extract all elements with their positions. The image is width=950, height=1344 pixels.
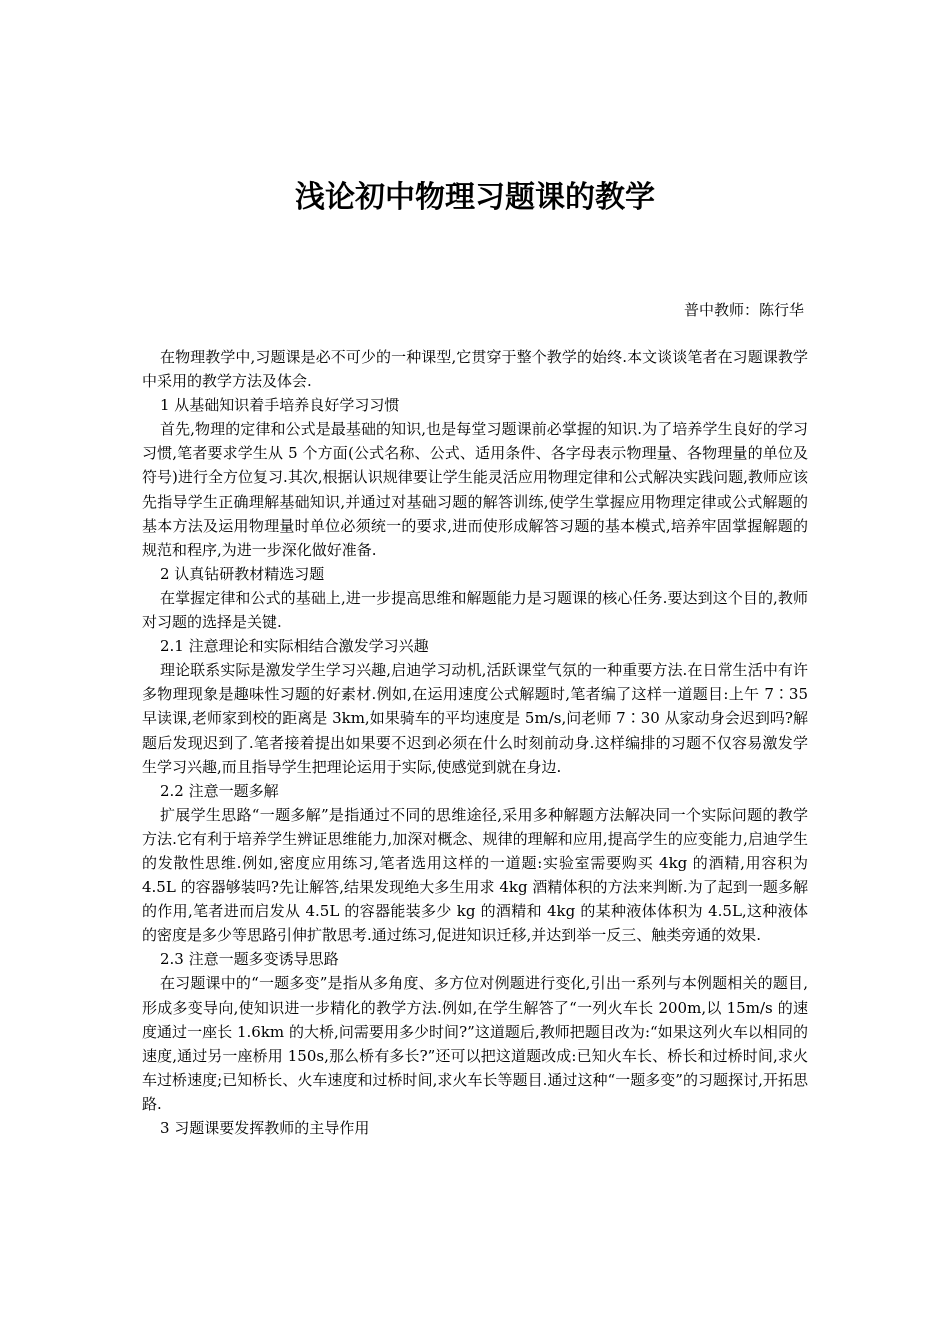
document-title: 浅论初中物理习题课的教学: [295, 180, 655, 215]
document-body: [142, 345, 808, 1140]
section-heading-2-1: 2.1 注意理论和实际相结合激发学习兴趣: [160, 637, 429, 656]
author-line: 普中教师：陈行华: [683, 301, 804, 319]
paragraph-section-2: 在掌握定律和公式的基础上,进一步提高思维和解题能力是习题课的核心任务.要达到这个目的,教师对习题的选择是关键.: [142, 588, 808, 632]
section-heading-2-3: 2.3 注意一题多变诱导思路: [160, 950, 339, 969]
paragraph-section-2-2: 扩展学生思路“一题多解”是指通过不同的思维途径,采用多种解题方法解决同一个实际问题的教学方法.它有利于培养学生辨证思维能力,加深对概念、规律的理解和应用,提高学生的应变能力,启迪学生的发散性思维.例如,密度应用练习,笔者选用这样的一道题:实验室需要购买 4kg 的酒精,用容积为 4.5L 的容器够装吗?先让解答,结果发现绝大多生用求 4kg 酒精体积的方法来判断.为了起到一题多解的作用,笔者进而启发从 4.5L 的容器能装多少 kg 的酒精和 4kg 的某种液体体积为 4.5L,这种液体的密度是多少等思路引伸扩散思考.通过练习,促进知识迁移,并达到举一反三、触类旁通的效果.: [142, 805, 808, 945]
section-heading-2-2: 2.2 注意一题多解: [160, 781, 279, 800]
paragraph-intro: 在物理教学中,习题课是必不可少的一种课型,它贯穿于整个教学的始终.本文谈谈笔者在习题课教学中采用的教学方法及体会.: [142, 348, 808, 391]
paragraph-section-2-1: 理论联系实际是激发学生学习兴趣,启迪学习动机,活跃课堂气氛的一种重要方法.在日常生活中有许多物理现象是趣味性习题的好素材.例如,在运用速度公式解题时,笔者编了这样一道题目:上午 7∶35 早读课,老师家到校的距离是 3km,如果骑车的平均速度是 5m/s,问老师 7∶30 从家动身会迟到吗?解题后发现迟到了.笔者接着提出如果要不迟到必须在什么时刻前动身.这样编排的习题不仅容易激发学生学习兴趣,而且指导学生把理论运用于实际,使感觉到就在身边.: [142, 661, 808, 776]
section-heading-1: 1 从基础知识着手培养良好学习习惯: [160, 396, 400, 415]
paragraph-section-2-3: 在习题课中的“一题多变”是指从多角度、多方位对例题进行变化,引出一系列与本例题相关的题目,形成多变导向,使知识进一步精化的教学方法.例如,在学生解答了“一列火车长 200m,以 15m/s 的速度通过一座长 1.6km 的大桥,问需要用多少时间?”这道题后,教师把题目改为:“如果这列火车以相同的速度,通过另一座桥用 150s,那么桥有多长?”还可以把这道题改成:已知火车长、桥长和过桥时间,求火车过桥速度;已知桥长、火车速度和过桥时间,求火车长等题目.通过这种“一题多变”的习题探讨,开拓思路.: [142, 974, 808, 1113]
section-heading-2: 2 认真钻研教材精选习题: [160, 564, 325, 583]
section-heading-3: 3 习题课要发挥教师的主导作用: [160, 1119, 370, 1137]
paragraph-section-1: 首先,物理的定律和公式是最基础的知识,也是每堂习题课前必掌握的知识.为了培养学生良好的学习习惯,笔者要求学生从 5 个方面(公式名称、公式、适用条件、各字母表示物理量、各物理量的单位及符号)进行全方位复习.其次,根据认识规律要让学生能灵活应用物理定律和公式解决实践问题,教师应该先指导学生正确理解基础知识,并通过对基础习题的解答训练,使学生掌握应用物理定律或公式解题的基本方法及运用物理量时单位必须统一的要求,进而使形成解答习题的基本模式,培养牢固掌握解题的规范和程序,为进一步深化做好准备.: [142, 420, 808, 559]
